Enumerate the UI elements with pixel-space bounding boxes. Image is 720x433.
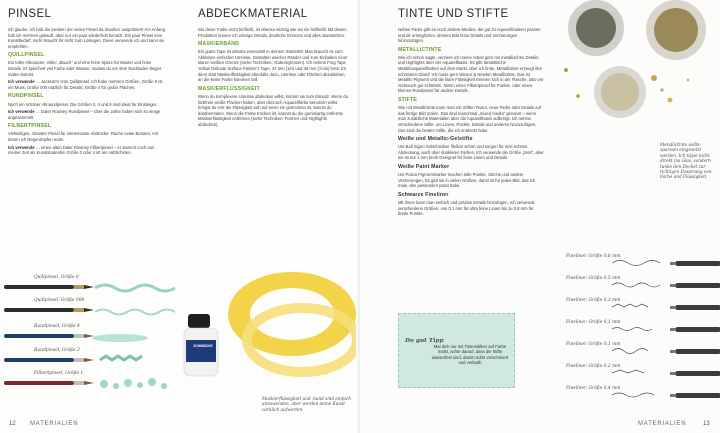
stifte-text: Wie mit Metallictinte kann man mit Stiften Textur, neue Farbe oder Details auf das fertige Bild malen. Das sind manchmal „mixed media“ genannt – wenn man zusätzliche Materialien über die Aquarellbasis aufbringt. Ich nehme verschiedene Stifte, um Linien, Punkte, Details und anderes hinzuzufügen. Das sind die besten Stifte, die ich entdeckt habe: xyxy=(398,105,542,133)
pinsel-title: PINSEL xyxy=(8,8,52,20)
footer-left: MATERIALIEN xyxy=(30,421,79,427)
bottle-label: SCHMINCKE xyxy=(193,344,213,348)
gel-text: Uni-Ball Signo Gelschreiber fließen schön und sorgen für eine schöne Abdeckung, auch über dunkleren Farben. Ich verwende die Größe „breit“, aber sie ist nur 1 mm breit! Geeignet für feine Linien und Details. xyxy=(398,144,544,161)
pinsel-intro: Ich glaube, ich hab die meisten der vielen Pinsel da draußen ausprobiert! Am Anfang hab ich mehrere gekauft, aber nur ein paar wiederholt benutzt. Ein paar Pinsel vom Kunstbedarf, mehr braucht ihr nicht zum Loslegen. Diese verwende ich und kann sie empfehlen. xyxy=(8,27,165,49)
tip-heading: Do gut Tipp xyxy=(405,338,444,344)
quill-use-text: … Jackson’s Icon Quillpinsel. Ich habe mehrere Größen, Größe 0 ist ein Muss, Größe 000 nützlich für Details, Größe 4 für große Flächen. xyxy=(8,79,163,90)
rund-use-text: … Daler Rowney Rundpinsel – über die Jahre haben sich so einige angesammelt. xyxy=(8,109,161,120)
tip-text: Mal dich nur mit Tintenstiften auf Farbe malst, achte darauf, dass die Stifte wasserfest sind, damit nichts verschmiert und verläuft! xyxy=(431,344,509,366)
filbert-heading: FILBERTPINSEL xyxy=(8,123,52,130)
rund-use xyxy=(8,109,166,120)
metall-text: Wie ich schon sagte, verziere ich meine Arbeit gern mit metallischen Details und Highlights über der Aquarellbasis. Es gibt fantastische Metallicaquarellfarben auf dem Markt, aber ich finde, Metallictinte erzeugt den schönsten Glanz! Ich nutze gern Winsor & Newton Metallictinte. Das ist Metallic-Pigment und die klare Flüssigkeit trennen sich in der Flasche, also vor Gebrauch gut schütteln. Nimm einen Filbertpinsel für Punkte, oder einen kleinen Rundpinsel für andere Details. xyxy=(398,54,544,94)
fluid-text: Wenn du komplexere Umrisse abdecken willst, kommt sie zum Einsatz. Wenn du farbfreie weiße Flächen haben, aber dennoch Aquarellfarbe benutzen willst, bringst du erst die Flüssigkeit auf und wenn sie getrocknet ist, kannst du darübermalen. Wenn die Farbe trocken ist, kannst du die gummiartig entfernte Maskierflüssigkeit entfernen (siehe Techniken: Formen und Highlights abdecken). xyxy=(198,93,348,127)
brush-label-1: Quillpinsel, Größe 0 xyxy=(34,275,79,280)
pen-label-5: Fineliner, Größe 0,1 mm xyxy=(566,342,621,347)
abdeck-column xyxy=(198,27,348,130)
quill-heading: QUILLPINSEL xyxy=(8,52,45,59)
gel-heading: Weiße und Metallic-Gelstifte xyxy=(398,136,473,143)
brush-label-4: Rundpinsel, Größe 2 xyxy=(34,348,80,353)
tip-box xyxy=(398,313,515,388)
masking-illustration xyxy=(180,262,356,397)
stifte-heading: STIFTE xyxy=(398,97,418,104)
rund-use-label: Ich verwende xyxy=(8,109,35,115)
fine-text: Mit ihnen kann man einfach und präzise Details hinzufügen. Ich verwende verschiedene Größen, von 0,1 mm für ultra feine Linien bis zu 0,8 mm für breite Punkte. xyxy=(398,199,535,217)
footer-right: MATERIALIEN xyxy=(638,421,687,427)
tinte-intro: Neben Farbe gibt es noch andere Medien, die gut zu Aquarellmalerei passen und dir ermöglichen, deinem Bild feine Details und Verzierungen hinzuzufügen. xyxy=(398,27,541,44)
rund-text: Noch ein schöner Allroundpinsel. Die Größen 0, 4 und 8 sind ideal für Einsteiger. xyxy=(8,101,158,107)
metall-heading: METALLICTINTE xyxy=(398,46,442,53)
filbert-text: Vielseitigen, robuster Pinsel für interessante Abdrücke: Flache ovale Borsten, mit denen ich Regentropfen male. xyxy=(8,131,158,142)
pen-label-6: Fineliner, Größe 0,2 mm xyxy=(566,364,621,369)
rund-heading: RUNDPINSEL xyxy=(8,93,44,100)
fineliner-pens xyxy=(670,261,720,398)
filbert-use-label: Ich verwende xyxy=(8,144,35,150)
page-number-right: 13 xyxy=(703,421,710,427)
fluid-heading: MASKIERFLÜSSIGKEIT xyxy=(198,85,260,92)
abdeck-title: ABDECKMATERIAL xyxy=(198,8,308,20)
quill-use-label: Ich verwende xyxy=(8,79,35,85)
brush-label-3: Rundpinsel, Größe 4 xyxy=(34,324,80,329)
filbert-use-text: … einen alten Daler Rowney Filbertpinsel – er stammt noch aus meiner Zeit als Kunststudentin! Größe 3 oder 4 ist am nützlichsten. xyxy=(8,144,155,156)
pen-label-4: Fineliner, Größe 0,1 mm xyxy=(566,320,621,325)
filbert-use xyxy=(8,145,166,156)
quill-text: Ein toller Allrounder. Voller „Bauch“ und eine feine Spitze für Muster und feine Details. Er speichert viel Farbe oder Wasser, sodass du vor dem Nachladen länger malen kannst. xyxy=(8,60,162,77)
abdeck-intro: Wo deine Farbe nicht hinfließt, ist ebenso wichtig wie wo sie hinfließt! Mit diesen Produkten kreiere ich winzige Details, deutliche Grenzen und alles dazwischen. xyxy=(198,27,347,38)
brush-label-2: Quillpinsel, Größe 000 xyxy=(34,298,85,303)
tinte-title: TINTE UND STIFTE xyxy=(398,8,509,20)
band-text: Ein gutes Tape ist absolut essenziell in deinem Starterkit! Man braucht es zum Abkleben einfacher Umrisse, Gestalten weicher Ränder und zum Einhalten einer klaren weißen Grenze (siehe Techniken: Abdeckgrenzen). Ich nehme Frog Tape Yellow Delicate Surface Painter’s Tape, 24 mm (1in) und 36 mm (1½in) breit. Es dient statt Maskierflüssigkeit ebenfalls dazu, Umrisse oder Flächen abzukleben, an die keine Farbe kommen soll. xyxy=(198,49,348,83)
brush-strokes xyxy=(92,285,175,389)
brush-label-5: Filbertpinsel, Größe 1 xyxy=(34,371,84,376)
pen-label-2: Fineliner, Größe 0,5 mm xyxy=(566,276,621,281)
pinsel-column xyxy=(8,27,166,158)
pen-label-7: Fineliner, Größe 0,4 mm xyxy=(566,386,621,391)
page-number-left: 12 xyxy=(9,421,16,427)
ink-caption: Metallictinte sollte sparsam eingesetzt werden. Ich tippe nicht direkt ins Glas, sondern tunke den Deckel zur richtigen Dosierung von Farbe und Flüssigkeit. xyxy=(660,142,712,180)
ink-jars-illustration xyxy=(558,0,720,135)
quill-use xyxy=(8,79,166,90)
brushes-illustration xyxy=(0,268,190,403)
pen-label-1: Fineliner, Größe 0,8 mm xyxy=(566,254,621,259)
pen-label-3: Fineliner, Größe 0,3 mm xyxy=(566,298,621,303)
masking-caption: Maskierflüssigkeit und -band sind einfach anzuwenden, aber werden deine Kunst wirklich aufwerten. xyxy=(262,396,351,412)
right-page xyxy=(360,0,720,433)
tinte-column xyxy=(398,27,544,219)
paint-heading: Weiße Paint Marker xyxy=(398,163,450,170)
fine-heading: Schwarze Fineliner xyxy=(398,191,449,198)
band-heading: MASKIERBAND xyxy=(198,41,240,48)
paint-text: Uni Posca Pigmentmarker machen tolle Punkte, Striche und andere Verzierungen. Es gibt sie in vielen Größen, damit ist für jedes Bild, das ich male, den passenden parat habe. xyxy=(398,172,536,189)
